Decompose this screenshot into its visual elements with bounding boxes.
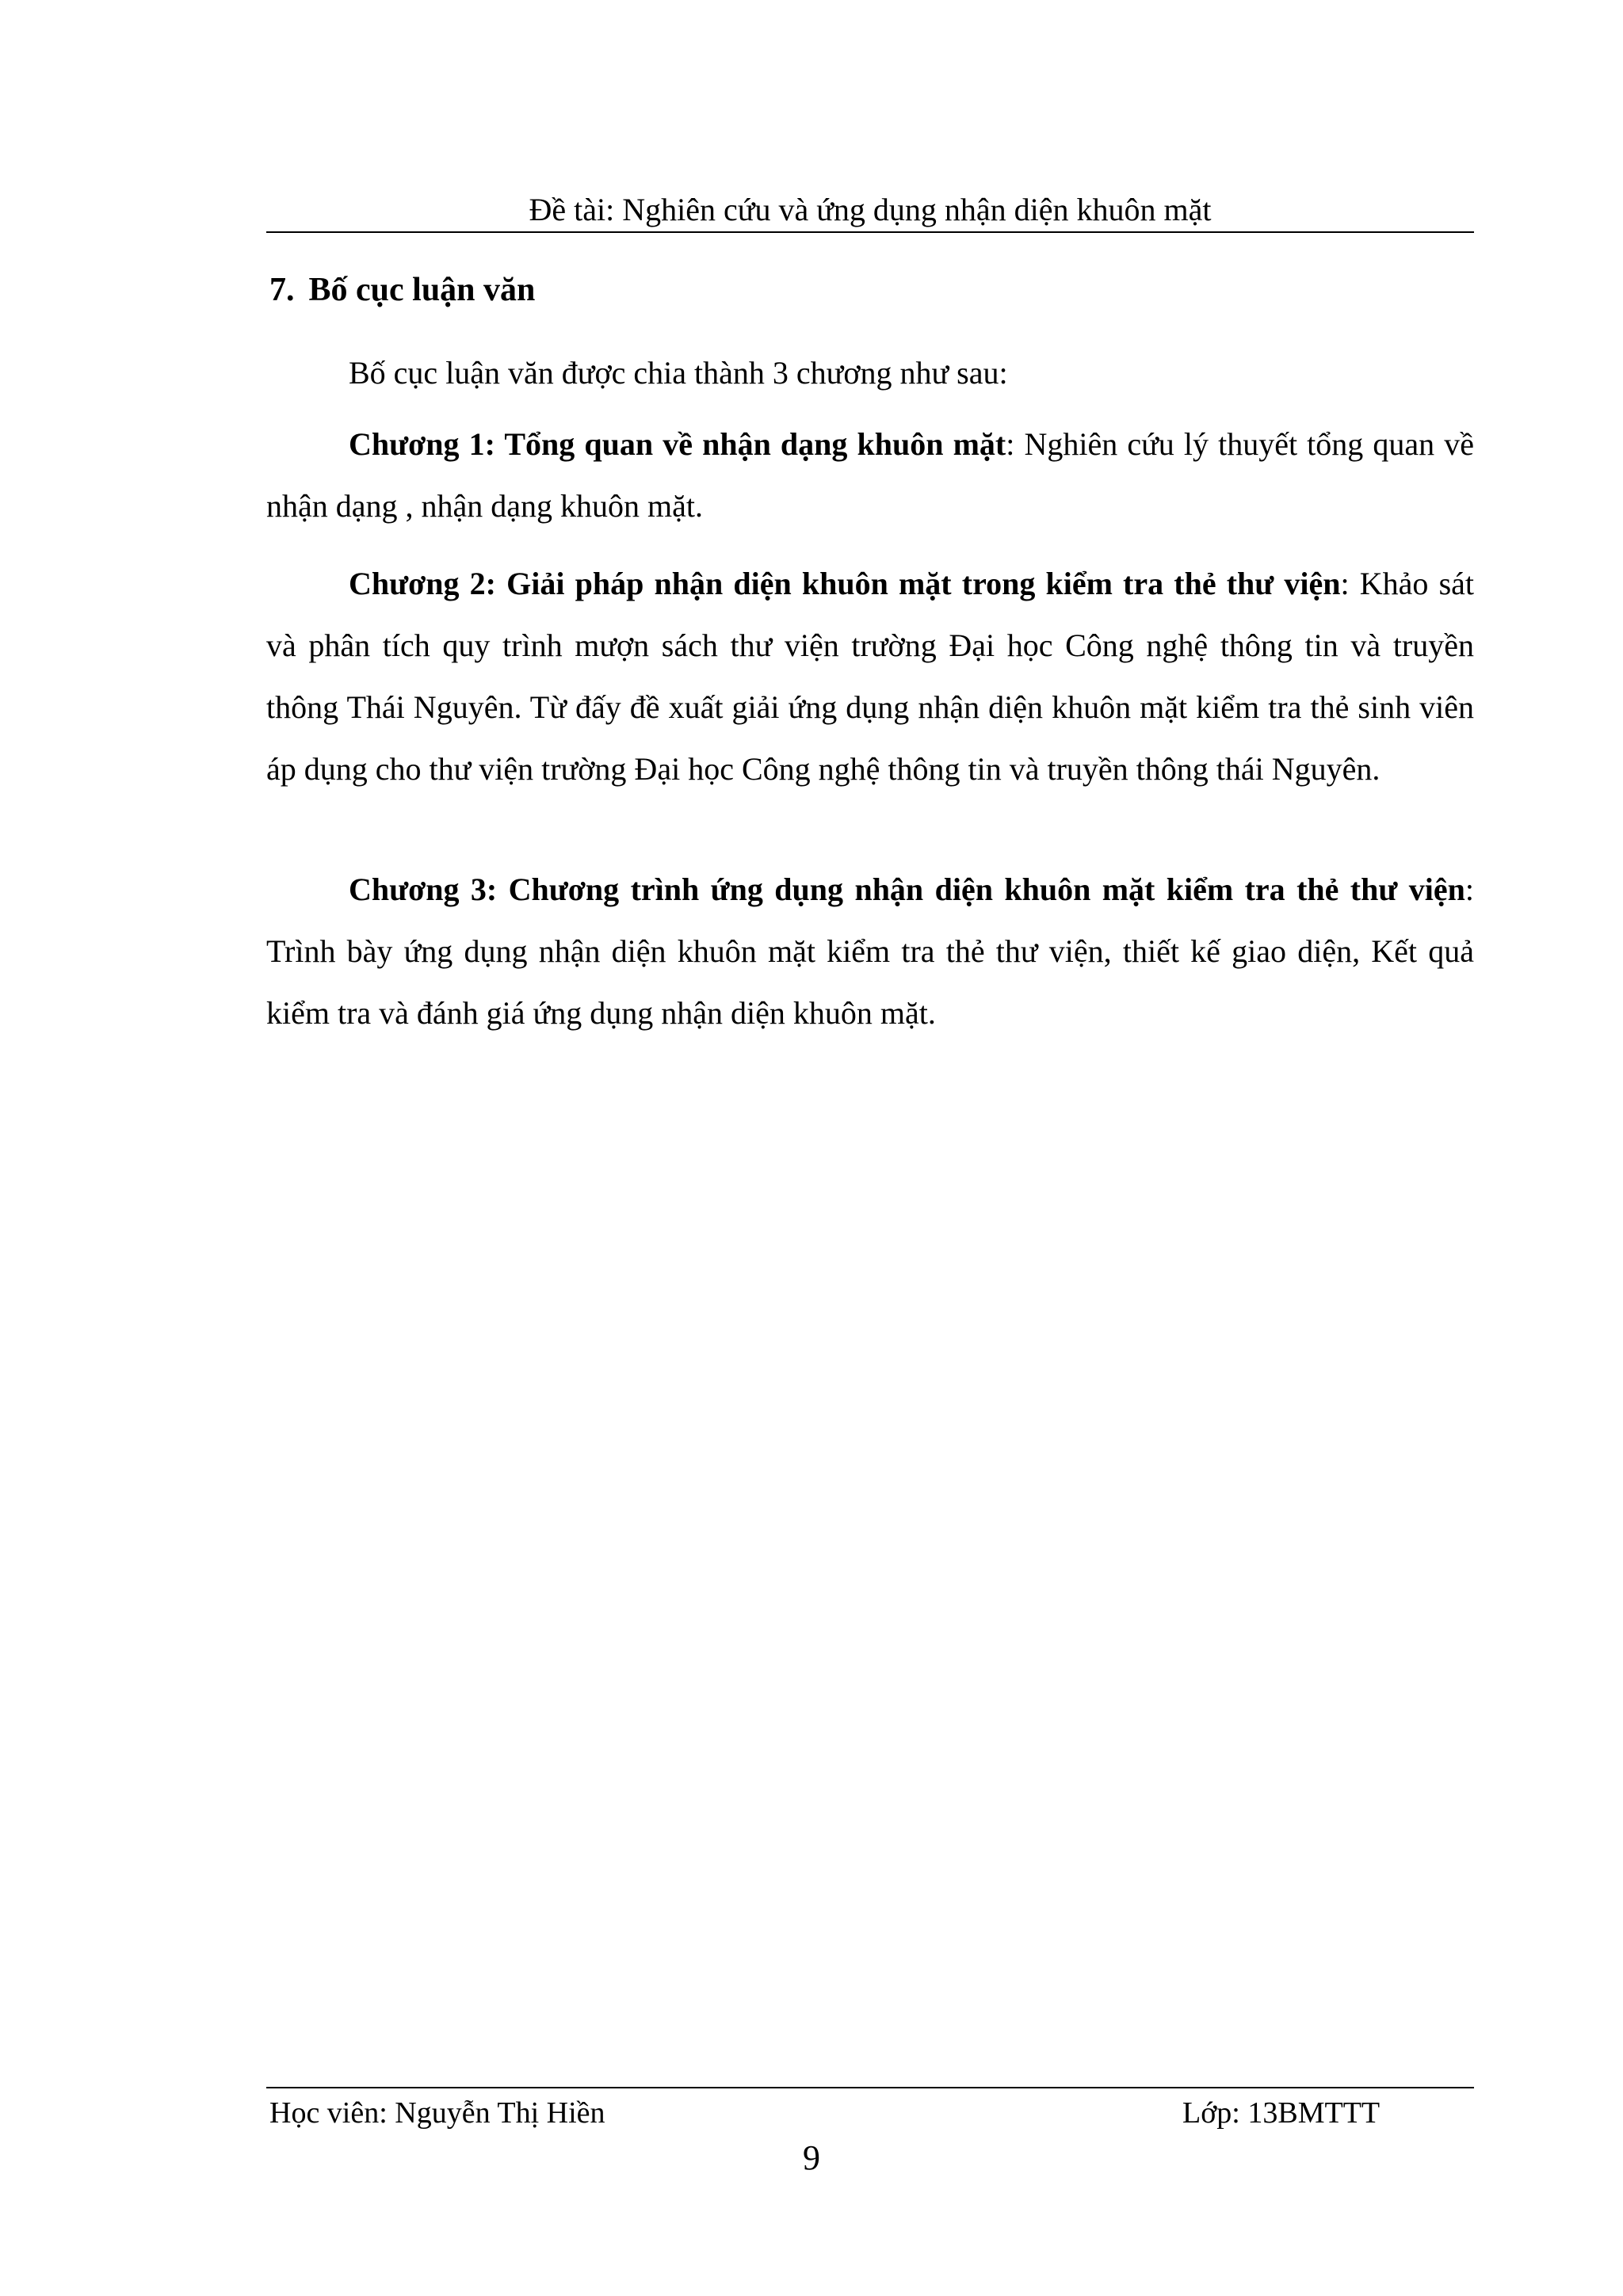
chapter3-paragraph: [266, 859, 1474, 1044]
chapter1-paragraph: [266, 414, 1474, 537]
footer-class: Lớp: 13BMTTT: [1182, 2096, 1381, 2130]
chapter1-text: : Nghiên cứu lý thuyết tổng quan về nhận dạng , nhận dạng khuôn mặt.: [266, 426, 1475, 524]
header-divider: [266, 231, 1474, 233]
chapter2-paragraph: [266, 553, 1474, 800]
intro-text: Bố cục luận văn được chia thành 3 chương như sau:: [349, 355, 1008, 391]
section-title: Bố cục luận văn: [308, 272, 536, 308]
page-number: 9: [803, 2138, 820, 2177]
chapter3-label: Chương 3: Chương trình ứng dụng nhận diện khuôn mặt kiểm tra thẻ thư viện: [349, 871, 1465, 907]
section-number: 7.: [269, 272, 295, 308]
footer-student: Học viên: Nguyễn Thị Hiền: [269, 2096, 605, 2130]
intro-paragraph: [266, 342, 1474, 404]
running-header: Đề tài: Nghiên cứu và ứng dụng nhận diện khuôn mặt: [529, 192, 1212, 227]
footer-divider: [266, 2087, 1474, 2088]
chapter1-label: Chương 1: Tổng quan về nhận dạng khuôn mặt: [349, 426, 1006, 462]
chapter3-text: : Trình bày ứng dụng nhận diện khuôn mặt kiểm tra thẻ thư viện, thiết kế giao diện, Kết quả kiểm tra và đánh giá ứng dụng nhận diện khuôn mặt.: [266, 871, 1474, 1031]
chapter2-text: : Khảo sát và phân tích quy trình mượn sách thư viện trường Đại học Công nghệ thông tin và truyền thông Thái Nguyên. Từ đấy đề xuất giải ứng dụng nhận diện khuôn mặt kiểm tra thẻ sinh viên áp dụng cho thư viện trường Đại học Công nghệ thông tin và truyền thông thái Nguyên.: [266, 566, 1475, 787]
chapter2-label: Chương 2: Giải pháp nhận diện khuôn mặt trong kiểm tra thẻ thư viện: [349, 566, 1341, 601]
section-heading: [269, 268, 535, 312]
